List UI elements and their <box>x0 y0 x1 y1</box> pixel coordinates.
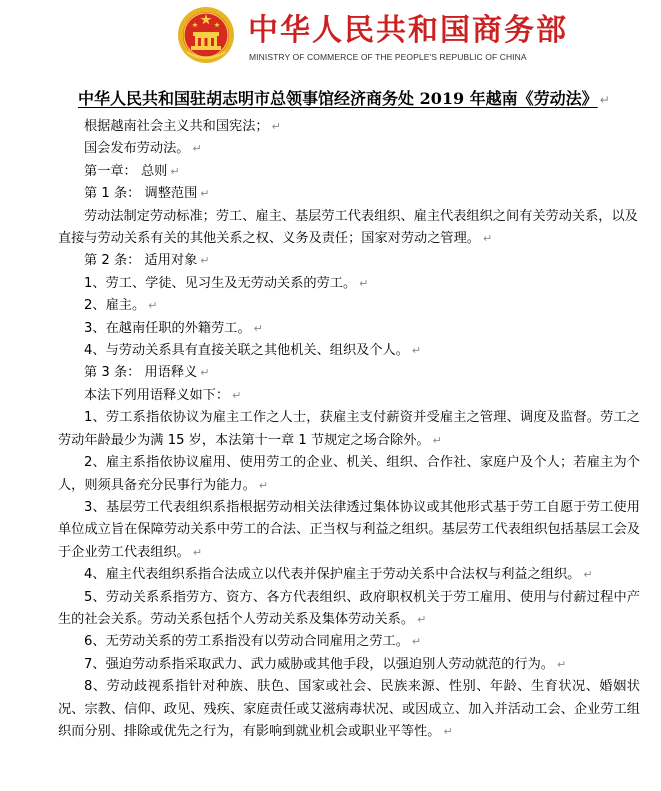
paragraph-mark-icon: ↵ <box>411 344 422 358</box>
paragraph-text: 第 2 条： 适用对象 <box>84 253 198 269</box>
paragraph-text: 本法下列用语释义如下： <box>84 387 230 403</box>
paragraph <box>58 362 640 384</box>
paragraph <box>58 295 640 317</box>
paragraph-text: 5、劳动关系系指劳方、资方、各方代表组织、政府职权机关于劳工雇用、使用与付薪过程中产生的社会关系。劳动关系包括个人劳动关系及集体劳动关系。 <box>58 589 640 627</box>
paragraph-text: 7、强迫劳动系指采取武力、武力威胁或其他手段，以强迫别人劳动就范的行为。 <box>84 656 554 672</box>
paragraph-text: 8、劳动歧视系指针对种族、肤色、国家或社会、民族来源、性别、年龄、生育状况、婚姻状况、宗教、信仰、政见、残疾、家庭责任或艾滋病毒状况、或因成立、加入并活动工会、企业劳工组织而分别、排除或优先之行为，有影响到就业机会或职业平等性。 <box>58 679 640 739</box>
paragraph <box>58 587 640 632</box>
paragraph-mark-icon: ↵ <box>483 232 493 246</box>
ministry-name-cn: 中华人民共和国商务部 <box>248 13 568 48</box>
national-emblem-icon <box>177 6 235 64</box>
paragraph-text: 劳动法制定劳动标准；劳工、雇主、基层劳工代表组织、雇主代表组织之间有关劳动关系，以及直接与劳动关系有关的其他关系之权、义务及责任；国家对劳动之管理。 <box>58 208 638 247</box>
paragraph-text: 2、雇主。 <box>84 298 146 314</box>
paragraph-mark-icon: ↵ <box>148 299 158 313</box>
paragraph-text: 3、在越南任职的外籍劳工。 <box>84 320 251 336</box>
paragraph-mark-icon: ↵ <box>583 568 593 582</box>
paragraph-text: 根据越南社会主义共和国宪法； <box>84 119 269 134</box>
header <box>0 0 661 72</box>
paragraph <box>58 116 640 138</box>
paragraph-mark-icon: ↵ <box>232 388 242 402</box>
document-title: 中华人民共和国驻胡志明市总领事馆经济商务处 2019 年越南《劳动法》 <box>78 89 598 108</box>
paragraph-text: 6、无劳动关系的劳工系指没有以劳动合同雇用之劳工。 <box>84 634 409 650</box>
paragraph <box>58 654 640 676</box>
paragraph-mark-icon: ↵ <box>253 321 263 335</box>
paragraph <box>58 385 640 407</box>
paragraph-mark-icon: ↵ <box>192 142 202 156</box>
paragraph <box>58 631 640 653</box>
paragraph-mark-icon: ↵ <box>200 366 210 380</box>
document-title-row <box>78 86 658 108</box>
paragraph <box>58 340 640 362</box>
paragraph <box>58 250 640 272</box>
paragraph-mark-icon: ↵ <box>200 187 210 201</box>
paragraph <box>58 273 640 295</box>
paragraph-mark-icon: ↵ <box>432 433 442 447</box>
paragraph-mark-icon: ↵ <box>417 612 427 626</box>
paragraph-mark-icon: ↵ <box>170 164 180 178</box>
paragraph-text: 第 3 条： 用语释义 <box>84 365 198 381</box>
paragraph <box>58 161 640 183</box>
paragraph <box>58 676 640 743</box>
paragraph-mark-icon: ↵ <box>443 724 453 738</box>
document-body <box>58 116 640 743</box>
ministry-name-en: MINISTRY OF COMMERCE OF THE PEOPLE'S REPUBLIC OF CHINA <box>249 52 527 62</box>
paragraph-text: 2、雇主系指依协议雇用、使用劳工的企业、机关、组织、合作社、家庭户及个人；若雇主为个人，则须具备充分民事行为能力。 <box>58 455 640 493</box>
paragraph-text: 第 1 条： 调整范围 <box>84 186 198 202</box>
paragraph <box>58 183 640 205</box>
paragraph <box>58 497 640 564</box>
paragraph <box>58 452 640 497</box>
paragraph-text: 第一章： 总则 <box>84 163 168 179</box>
paragraph-text: 1、劳工系指依协议为雇主工作之人士，获雇主支付薪资并受雇主之管理、调度及监督。劳工之劳动年龄最少为满 15 岁，本法第十一章 1 节规定之场合除外。 <box>58 410 640 448</box>
paragraph <box>58 564 640 586</box>
paragraph <box>58 407 640 452</box>
paragraph-text: 国会发布劳动法。 <box>84 141 190 157</box>
paragraph-mark-icon: ↵ <box>200 254 210 268</box>
paragraph <box>58 206 640 251</box>
paragraph <box>58 318 640 340</box>
paragraph-mark-icon: ↵ <box>556 657 567 671</box>
paragraph-mark-icon: ↵ <box>258 478 269 492</box>
paragraph-mark-icon: ↵ <box>599 93 610 107</box>
paragraph-text: 1、劳工、学徒、见习生及无劳动关系的劳工。 <box>84 275 357 291</box>
paragraph <box>58 138 640 160</box>
paragraph-text: 4、与劳动关系具有直接关联之其他机关、组织及个人。 <box>84 343 409 359</box>
paragraph-mark-icon: ↵ <box>359 276 369 290</box>
paragraph-text: 3、基层劳工代表组织系指根据劳动相关法律透过集体协议或其他形式基于劳工自愿于劳工使用单位成立旨在保障劳动关系中劳工的合法、正当权与利益之组织。基层劳工代表组织包括基层工会及于企业劳工代表组织。 <box>58 499 640 560</box>
paragraph-mark-icon: ↵ <box>411 635 422 649</box>
paragraph-mark-icon: ↵ <box>192 545 203 559</box>
paragraph-mark-icon: ↵ <box>271 120 281 133</box>
paragraph-text: 4、雇主代表组织系指合法成立以代表并保护雇主于劳动关系中合法权与利益之组织。 <box>84 567 581 583</box>
